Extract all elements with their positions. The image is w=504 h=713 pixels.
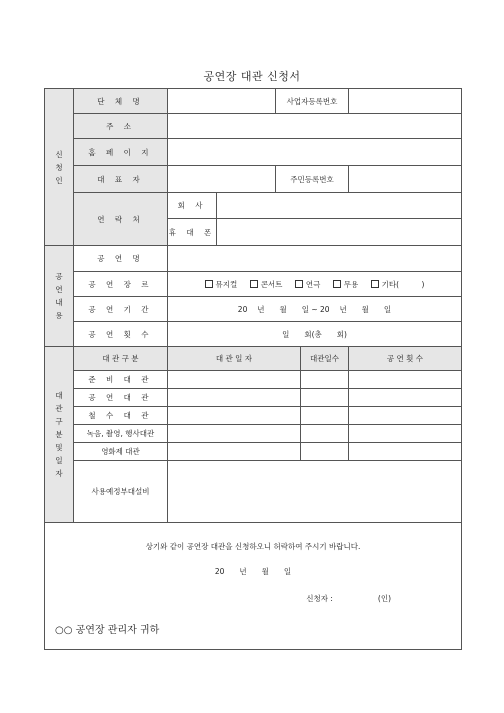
performance-name-field[interactable]: [168, 246, 462, 272]
rental-row-label: 녹음, 촬영, 행사대관: [74, 425, 168, 443]
genre-option-concert[interactable]: 콘서트: [250, 280, 283, 289]
addressee: ○○ 공연장 관리자 귀하: [55, 625, 160, 636]
org-name-field[interactable]: [168, 89, 276, 114]
rental-date-cell[interactable]: [168, 443, 301, 461]
rental-days-cell[interactable]: [301, 371, 349, 389]
rental-count-cell[interactable]: [349, 407, 462, 425]
resident-reg-no-label: 주민등록번호: [276, 166, 349, 193]
request-statement: 상기와 같이 공연장 대관을 신청하오니 허락하여 주시기 바랍니다.: [145, 542, 361, 551]
org-name-label: 단 체 명: [74, 89, 168, 114]
rental-date-cell[interactable]: [168, 425, 301, 443]
performance-name-label: 공 연 명: [74, 246, 168, 272]
genre-option-musical[interactable]: 뮤지컬: [205, 280, 238, 289]
biz-reg-no-field[interactable]: [349, 89, 462, 114]
rental-days-cell[interactable]: [301, 425, 349, 443]
genre-options: [168, 272, 462, 297]
mobile-label: 휴 대 폰: [168, 219, 217, 246]
rental-count-cell[interactable]: [349, 425, 462, 443]
checkbox-icon[interactable]: [333, 280, 341, 288]
checkbox-icon[interactable]: [371, 280, 379, 288]
checkbox-icon[interactable]: [205, 280, 213, 288]
biz-reg-no-label: 사업자등록번호: [276, 89, 349, 114]
homepage-field[interactable]: [168, 139, 462, 166]
representative-label: 대 표 자: [74, 166, 168, 193]
count-label: 공 연 횟 수: [74, 322, 168, 347]
rental-date-cell[interactable]: [168, 371, 301, 389]
office-phone-field[interactable]: [217, 193, 462, 219]
equipment-label: 사용예정부대설비: [74, 461, 168, 523]
rental-section-label: 대 관 구 분 및 일 자: [45, 347, 74, 523]
rental-date-cell[interactable]: [168, 407, 301, 425]
performance-section-label: 공 연 내 용: [45, 246, 74, 347]
applicant-signature[interactable]: 신청자 : (인): [306, 594, 391, 603]
rental-count-cell[interactable]: [349, 443, 462, 461]
rental-count-header: 공 연 횟 수: [349, 347, 462, 371]
representative-field[interactable]: [168, 166, 276, 193]
rental-row-label: 영화제 대관: [74, 443, 168, 461]
contact-label: 연 락 처: [74, 193, 168, 246]
rental-count-cell[interactable]: [349, 371, 462, 389]
rental-days-header: 대관일수: [301, 347, 349, 371]
rental-row-label: 준 비 대 관: [74, 371, 168, 389]
genre-option-play[interactable]: 연극: [295, 280, 321, 289]
applicant-section-label: 신 청 인: [45, 89, 74, 246]
rental-date-cell[interactable]: [168, 389, 301, 407]
mobile-phone-field[interactable]: [217, 219, 462, 246]
checkbox-icon[interactable]: [295, 280, 303, 288]
application-date: 20 년 월 일: [214, 567, 292, 576]
rental-type-header: 대 관 구 분: [74, 347, 168, 371]
genre-option-other[interactable]: 기타( ): [371, 280, 425, 289]
rental-days-cell[interactable]: [301, 443, 349, 461]
rental-row-label: 공 연 대 관: [74, 389, 168, 407]
checkbox-icon[interactable]: [250, 280, 258, 288]
application-form: [44, 88, 462, 650]
count-field[interactable]: 일 회(총 회): [168, 322, 462, 347]
genre-label: 공 연 장 르: [74, 272, 168, 297]
genre-option-dance[interactable]: 무용: [333, 280, 359, 289]
homepage-label: 홈 페 이 지: [74, 139, 168, 166]
rental-date-header: 대 관 일 자: [168, 347, 301, 371]
rental-row-label: 철 수 대 관: [74, 407, 168, 425]
rental-count-cell[interactable]: [349, 389, 462, 407]
address-label: 주 소: [74, 114, 168, 139]
rental-days-cell[interactable]: [301, 407, 349, 425]
resident-reg-no-field[interactable]: [349, 166, 462, 193]
address-field[interactable]: [168, 114, 462, 139]
period-label: 공 연 기 간: [74, 297, 168, 322]
rental-days-cell[interactable]: [301, 389, 349, 407]
page-title: 공연장 대관 신청서: [203, 70, 301, 83]
period-field[interactable]: 20 년 월 일 ~ 20 년 월 일: [168, 297, 462, 322]
form-footer: [45, 523, 462, 650]
office-label: 회 사: [168, 193, 217, 219]
equipment-field[interactable]: [168, 461, 462, 523]
